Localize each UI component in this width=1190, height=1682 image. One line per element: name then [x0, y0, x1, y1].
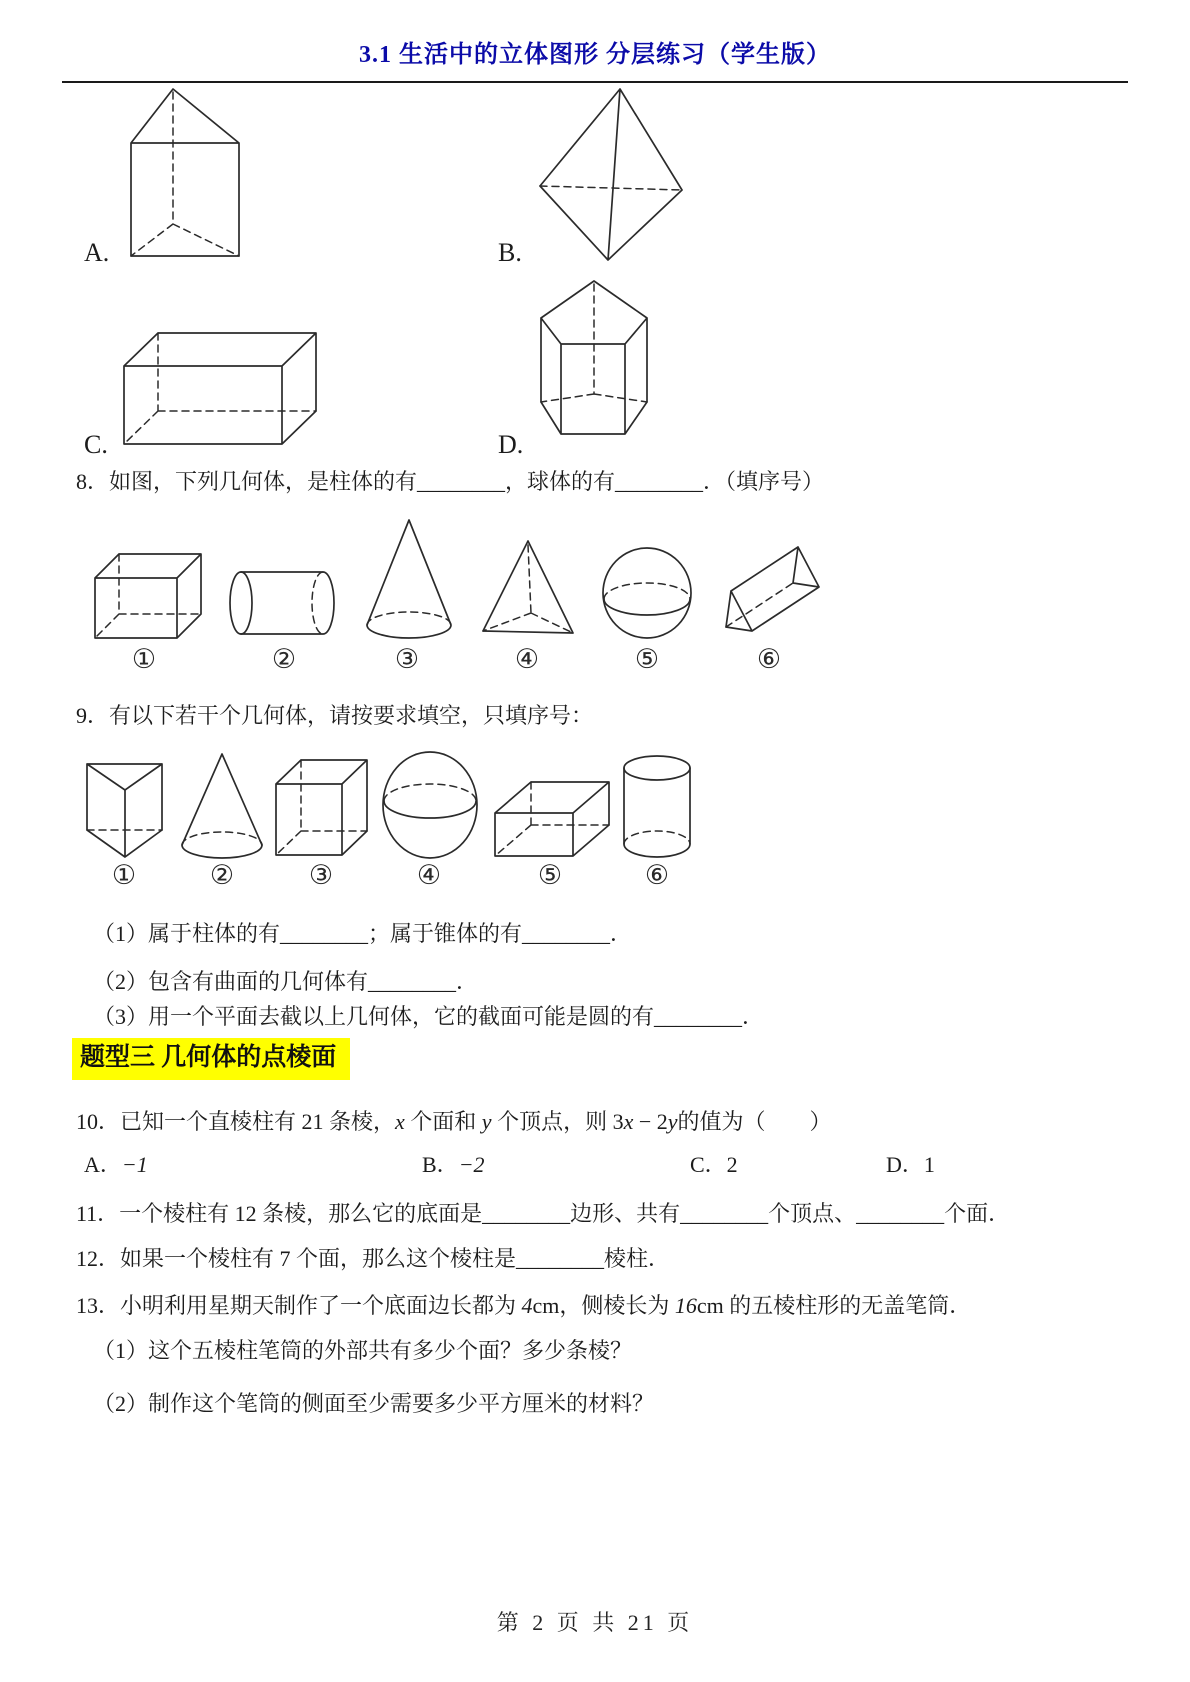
q8-shape-4-triangular-pyramid-icon [481, 539, 575, 640]
q10-option-c: C．2 [690, 1152, 738, 1177]
question-9-sub3: （3）用一个平面去截以上几何体，它的截面可能是圆的有________． [93, 1004, 765, 1029]
figure-c-cuboid-icon [122, 330, 318, 446]
q9-number-6: ⑥ [644, 860, 670, 891]
q9-shape-3-cube-icon [274, 758, 369, 858]
q9-shape-1-triangular-prism-icon [85, 758, 164, 859]
q9-shape-4-sphere-icon [381, 751, 479, 860]
question-12-text: 12．如果一个棱柱有 7 个面，那么这个棱柱是________棱柱． [76, 1246, 671, 1271]
q9-number-4: ④ [416, 860, 442, 891]
q8-number-5: ⑤ [634, 644, 660, 675]
question-11-text: 11．一个棱柱有 12 条棱，那么它的底面是________边形、共有________个顶点、________个面． [76, 1201, 1011, 1226]
question-13-sub1: （1）这个五棱柱笔筒的外部共有多少个面？多少条棱？ [93, 1338, 633, 1363]
q8-shape-3-cone-icon [365, 518, 453, 640]
figure-a-triangular-prism-icon [121, 86, 249, 260]
section-heading: 题型三 几何体的点棱面 [72, 1038, 350, 1080]
figure-b-label: B. [498, 238, 522, 267]
question-9-sub1: （1）属于柱体的有________；属于锥体的有________． [93, 921, 633, 946]
q8-number-6: ⑥ [756, 644, 782, 675]
q9-number-5: ⑤ [537, 860, 563, 891]
q8-shape-2-cylinder-horizontal-icon [228, 570, 336, 637]
q9-shape-2-cone-icon [180, 752, 265, 859]
q8-number-2: ② [271, 644, 297, 675]
question-9-sub2: （2）包含有曲面的几何体有________． [93, 969, 479, 994]
question-8-text: 8．如图，下列几何体，是柱体的有________，球体的有________．（填序号） [76, 469, 825, 494]
question-13-text: 13．小明利用星期天制作了一个底面边长都为 4cm，侧棱长为 16cm 的五棱柱形的无盖笔筒． [76, 1293, 972, 1318]
question-9-text: 9．有以下若干个几何体，请按要求填空，只填序号： [76, 703, 594, 728]
figure-c-label: C. [84, 430, 108, 459]
q10-option-d: D．1 [886, 1152, 935, 1177]
question-10-text: 10．已知一个直棱柱有 21 条棱，x 个面和 y 个顶点，则 3x − 2y的值为（ ） [76, 1109, 832, 1134]
q9-shape-5-flat-cuboid-icon [493, 765, 611, 859]
q9-number-3: ③ [308, 860, 334, 891]
header-divider [62, 81, 1128, 83]
q8-number-1: ① [131, 644, 157, 675]
q8-number-3: ③ [394, 644, 420, 675]
figure-d-pentagonal-prism-icon [537, 278, 651, 442]
q10-option-a: A．−1 [84, 1152, 148, 1177]
q9-number-2: ② [209, 860, 235, 891]
q8-number-4: ④ [514, 644, 540, 675]
figure-a-label: A. [84, 238, 110, 267]
q8-shape-6-triangular-prism-horizontal-icon [722, 539, 830, 638]
figure-d-label: D. [498, 430, 524, 459]
q8-shape-1-cuboid-icon [93, 552, 203, 640]
page-number: 第 2 页 共 21 页 [496, 1610, 694, 1635]
q8-shape-5-sphere-icon [601, 547, 693, 640]
question-13-sub2: （2）制作这个笔筒的侧面至少需要多少平方厘米的材料？ [93, 1391, 655, 1416]
figure-b-triangular-pyramid-icon [537, 86, 685, 262]
q9-number-1: ① [111, 860, 137, 891]
q10-option-b: B．−2 [422, 1152, 485, 1177]
page-title: 3.1 生活中的立体图形 分层练习（学生版） [359, 42, 831, 68]
q9-shape-6-cylinder-icon [622, 754, 692, 860]
